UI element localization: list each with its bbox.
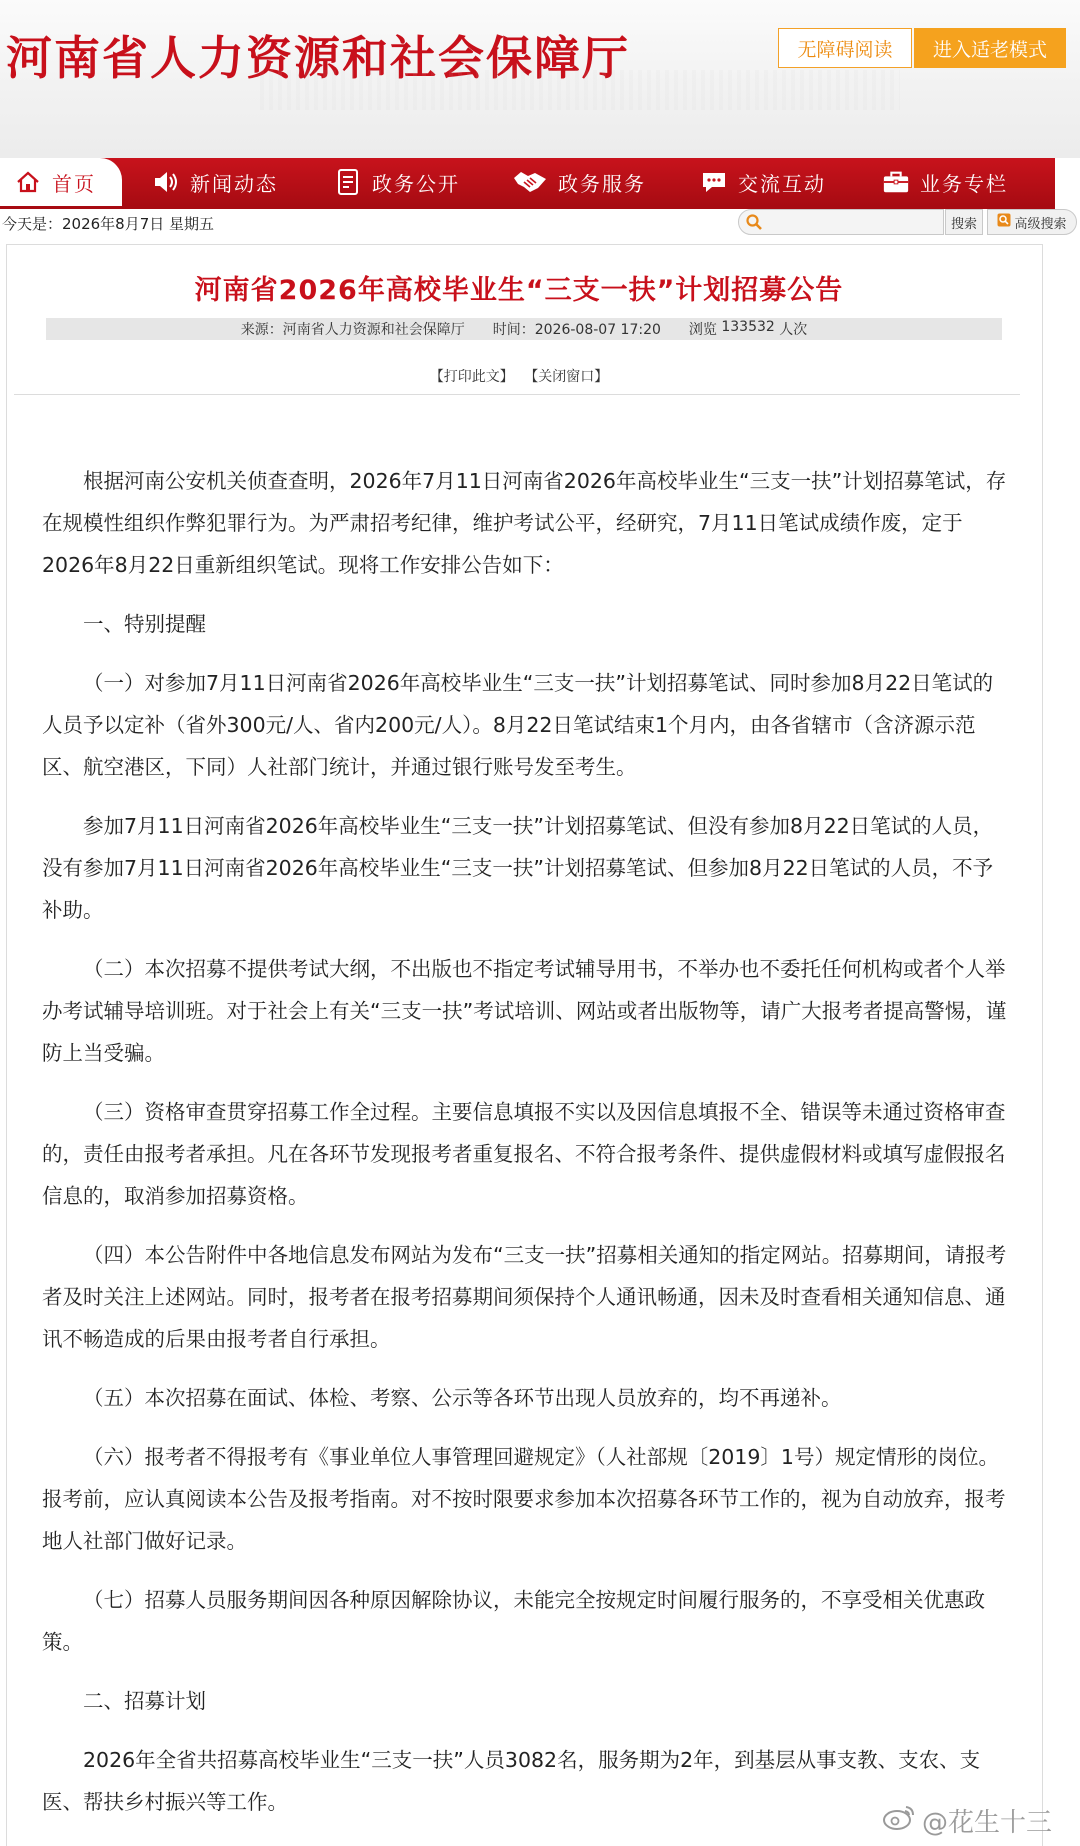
nav-item-business[interactable] xyxy=(882,158,1008,206)
article-divider xyxy=(14,394,1020,395)
article-title: 河南省2026年高校毕业生“三支一扶”计划招募公告 xyxy=(194,275,844,306)
briefcase-icon xyxy=(882,168,910,196)
article-views xyxy=(689,319,807,339)
main-nav xyxy=(0,158,1055,206)
close-window-link[interactable]: 【关闭窗口】 xyxy=(524,369,609,385)
speaker-icon xyxy=(152,168,180,196)
nav-item-gov-service[interactable] xyxy=(512,158,646,206)
site-header xyxy=(0,0,1080,158)
paragraph: （三）资格审查贯穿招募工作全过程。主要信息填报不实以及因信息填报不全、错误等未通过资格审查的，责任由报考者承担。凡在各环节发现报考者重复报名、不符合报考条件、提供虚假材料或填写虚假报名信息的，取消参加招募资格。 xyxy=(42,1100,1006,1208)
views-label: 浏览 xyxy=(688,322,717,338)
section-heading: 二、招募计划 xyxy=(83,1689,206,1713)
header-decoration xyxy=(260,70,900,110)
paragraph: （六）报考者不得报考有《事业单位人事管理回避规定》（人社部规〔2019〕1号）规定情形的岗位。报考前，应认真阅读本公告及报考指南。对不按时限要求参加本次招募各环节工作的，视为自动放弃，报考地人社部门做好记录。 xyxy=(42,1445,1006,1553)
watermark xyxy=(882,1800,1052,1840)
weibo-icon xyxy=(882,1803,916,1838)
advanced-search-label: 高级搜索 xyxy=(1014,216,1067,232)
nav-item-home[interactable] xyxy=(0,158,122,206)
article-meta xyxy=(46,318,1002,340)
document-icon xyxy=(334,168,362,196)
paragraph: （四）本公告附件中各地信息发布网站为发布“三支一扶”招募相关通知的指定网站。招募期间，请报考者及时关注上述网站。同时，报考者在报考招募期间须保持个人通讯畅通，因未及时查看相关通知信息、通讯不畅造成的后果由报考者自行承担。 xyxy=(42,1243,1007,1351)
site-title[interactable]: 河南省人力资源和社会保障厅 xyxy=(6,31,630,85)
article-time: 时间：2026-08-07 17:20 xyxy=(492,322,661,338)
print-link[interactable]: 【打印此文】 xyxy=(429,369,514,385)
advanced-search-icon xyxy=(997,213,1011,231)
accessible-reading-button[interactable]: 无障碍阅读 xyxy=(778,28,912,68)
paragraph: （二）本次招募不提供考试大纲，不出版也不指定考试辅导用书，不举办也不委托任何机构或者个人举办考试辅导培训班。对于社会上有关“三支一扶”考试培训、网站或者出版物等，请广大报考者提高警惕，谨防上当受骗。 xyxy=(42,957,1007,1065)
advanced-search-button[interactable] xyxy=(987,209,1077,235)
watermark-text: @花生十三 xyxy=(922,1807,1053,1838)
paragraph: （七）招募人员服务期间因各种原因解除协议，未能完全按规定时间履行服务的，不享受相关优惠政策。 xyxy=(42,1588,985,1654)
paragraph: （一）对参加7月11日河南省2026年高校毕业生“三支一扶”计划招募笔试、同时参加8月22日笔试的人员予以定补（省外300元/人、省内200元/人）。8月22日笔试结束1个月内，由各省辖市（含济源示范区、航空港区，下同）人社部门统计，并通过银行账号发至考生。 xyxy=(42,671,994,779)
search-icon xyxy=(745,213,763,231)
paragraph: 2026年全省共招募高校毕业生“三支一扶”人员3082名，服务期为2年，到基层从事支教、支农、支医、帮扶乡村振兴等工作。 xyxy=(42,1748,981,1814)
handshake-icon xyxy=(512,168,548,196)
article-tools xyxy=(0,366,1038,386)
nav-label: 新闻动态 xyxy=(190,171,278,196)
views-unit: 人次 xyxy=(779,322,808,338)
home-icon xyxy=(14,168,42,196)
nav-item-interaction[interactable] xyxy=(700,158,826,206)
article-body xyxy=(42,460,1012,1840)
current-date: 今天是：2026年8月7日 星期五 xyxy=(2,215,215,233)
search-box xyxy=(738,209,944,235)
nav-label: 首页 xyxy=(52,171,96,196)
nav-label: 交流互动 xyxy=(738,171,826,196)
section-heading: 一、特别提醒 xyxy=(83,612,206,636)
views-count: 133532 xyxy=(721,319,775,335)
search-input[interactable] xyxy=(767,212,911,234)
article-source: 来源：河南省人力资源和社会保障厅 xyxy=(240,322,465,338)
paragraph: 参加7月11日河南省2026年高校毕业生“三支一扶”计划招募笔试、但没有参加8月22日笔试的人员，没有参加7月11日河南省2026年高校毕业生“三支一扶”计划招募笔试、但参加8月22日笔试的人员，不予补助。 xyxy=(42,814,994,922)
nav-label: 业务专栏 xyxy=(920,171,1008,196)
chat-icon xyxy=(700,168,728,196)
elder-mode-button[interactable]: 进入适老模式 xyxy=(914,28,1066,68)
nav-label: 政务服务 xyxy=(558,171,646,196)
nav-label: 政务公开 xyxy=(372,171,460,196)
search-button[interactable]: 搜索 xyxy=(945,209,983,235)
nav-item-news[interactable] xyxy=(152,158,278,206)
nav-item-gov-open[interactable] xyxy=(334,158,460,206)
paragraph: 根据河南公安机关侦查查明，2026年7月11日河南省2026年高校毕业生“三支一扶”计划招募笔试，存在规模性组织作弊犯罪行为。为严肃招考纪律，维护考试公平，经研究，7月11日笔试成绩作废，定于2026年8月22日重新组织笔试。现将工作安排公告如下： xyxy=(42,469,1007,577)
paragraph: （五）本次招募在面试、体检、考察、公示等各环节出现人员放弃的，均不再递补。 xyxy=(83,1386,842,1410)
